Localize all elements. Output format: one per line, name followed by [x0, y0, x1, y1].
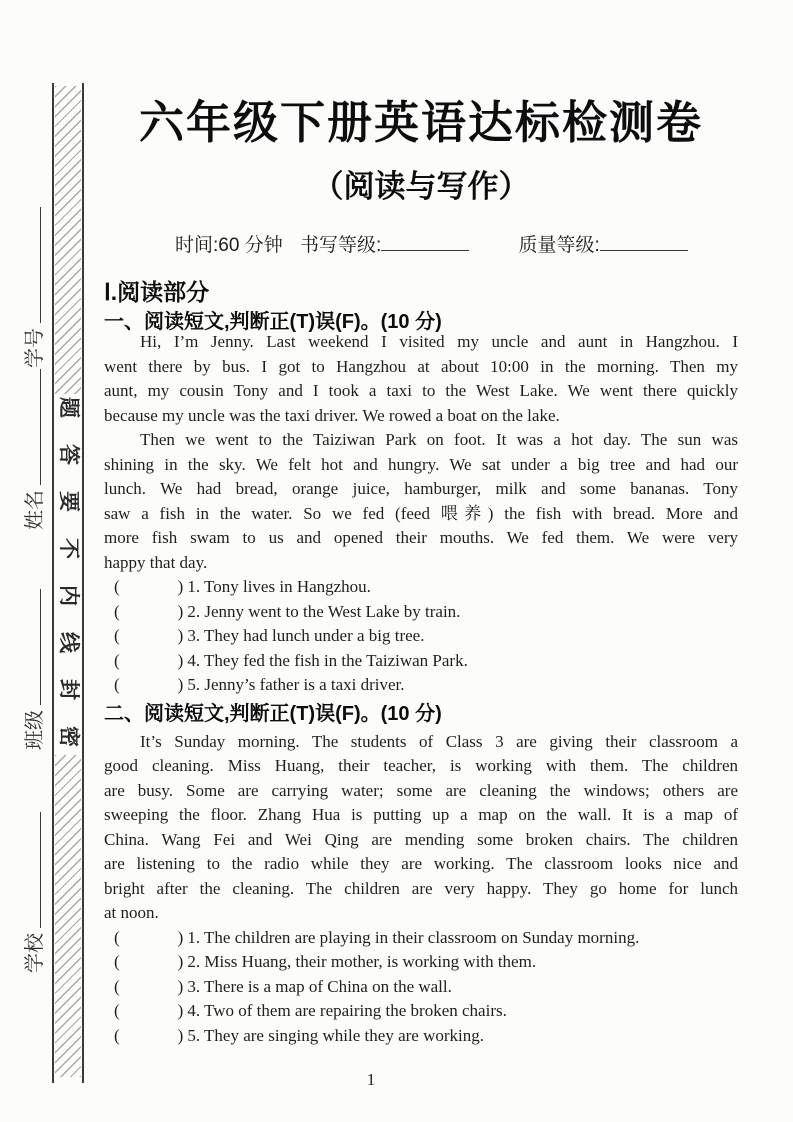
- answer-paren-open: (: [114, 927, 120, 947]
- tf-question: [104, 1024, 738, 1049]
- answer-paren-open: (: [114, 976, 120, 996]
- passage-line: sweeping the floor. Zhang Hua is putting up a map on the wall. It is a map of: [104, 805, 738, 824]
- seal-char: 题: [56, 397, 80, 418]
- answer-paren-close: ): [177, 626, 184, 645]
- passage-line: good cleaning. Miss Huang, their teacher, is working with them. The children: [104, 756, 738, 775]
- passage-1: [104, 330, 738, 575]
- question-text: 5. They are singing while they are working.: [187, 1025, 484, 1045]
- answer-paren-open: (: [114, 601, 120, 621]
- student-number-blank: [25, 207, 41, 323]
- tf-question: [104, 673, 738, 698]
- tf-question: [104, 624, 738, 649]
- passage-line: because my uncle was the taxi driver. We rowed a boat on the lake.: [104, 405, 560, 425]
- exam-info-line: [104, 230, 738, 257]
- passage-line: shining in the sky. We felt hot and hungry. We sat under a big tree and had our: [104, 454, 738, 474]
- student-number-label: 学号: [24, 328, 46, 368]
- passage-line: more fish swam to us and opened their mouths. We fed them. We were very: [104, 528, 738, 547]
- passage-line: bright after the cleaning. The children are very happy. They go home for lunch: [104, 878, 738, 898]
- page-subtitle: （阅读与写作）: [312, 169, 530, 204]
- question-text: 2. Jenny went to the West Lake by train.: [187, 601, 461, 621]
- page-title: 六年级下册英语达标检测卷: [138, 97, 703, 148]
- answer-paren-close: ): [177, 675, 184, 694]
- passage-line: went there by bus. I got to Hangzhou at about 10:00 in the morning. Then my: [104, 356, 738, 376]
- answer-paren-open: (: [114, 650, 120, 670]
- answer-paren-open: (: [114, 626, 120, 645]
- question-text: 5. Jenny’s father is a taxi driver.: [187, 675, 405, 694]
- tf-question: [104, 926, 738, 951]
- question-text: 4. Two of them are repairing the broken chairs.: [187, 1001, 507, 1020]
- answer-paren-close: ): [177, 927, 184, 947]
- question-text: 2. Miss Huang, their mother, is working with them.: [187, 952, 537, 971]
- answer-paren-close: ): [177, 976, 184, 996]
- seal-phrase-vertical: [54, 397, 82, 747]
- reading-body: [104, 330, 738, 1048]
- answer-paren-close: ): [177, 1001, 184, 1020]
- tf-question: [104, 950, 738, 975]
- seal-hatching-bottom: [55, 755, 81, 1077]
- time-limit-label: 时间:60 分钟: [175, 235, 283, 256]
- tf-question: [104, 649, 738, 674]
- answer-paren-close: ): [177, 577, 184, 596]
- class-field: [18, 578, 44, 750]
- writing-grade-blank: [381, 236, 469, 251]
- task2-heading: 二、阅读短文,判断正(T)误(F)。(10 分): [104, 702, 442, 725]
- seal-char: 要: [56, 491, 80, 512]
- passage-line: at noon.: [104, 903, 159, 922]
- school-blank: [25, 812, 41, 928]
- answer-paren-close: ): [177, 952, 184, 971]
- question-text: 1. The children are playing in their classroom on Sunday morning.: [187, 927, 640, 947]
- seal-char: 封: [56, 679, 80, 700]
- answer-paren-open: (: [114, 675, 120, 694]
- question-text: 3. They had lunch under a big tree.: [187, 626, 425, 645]
- tf-question: [104, 975, 738, 1000]
- passage-2: [104, 730, 738, 926]
- name-blank: [25, 369, 41, 485]
- class-label: 班级: [24, 710, 46, 750]
- answer-paren-close: ): [177, 601, 184, 621]
- student-number-field: [18, 196, 44, 368]
- page-number: 1: [366, 1070, 376, 1089]
- school-field: [18, 801, 44, 973]
- writing-grade-label: 书写等级:: [299, 235, 382, 256]
- seal-line-band: [52, 83, 84, 1083]
- passage-line: China. Wang Fei and Wei Qing are mending some broken chairs. The children: [104, 829, 738, 849]
- class-blank: [25, 589, 41, 705]
- seal-char: 密: [56, 726, 80, 747]
- quality-grade-blank: [600, 236, 688, 251]
- passage-line: aunt, my cousin Tony and I took a taxi to the West Lake. We went there quickly: [104, 381, 738, 400]
- answer-paren-open: (: [114, 952, 120, 971]
- answer-paren-open: (: [114, 577, 120, 596]
- passage-line: Then we went to the Taiziwan Park on foot. It was a hot day. The sun was: [140, 430, 738, 449]
- name-label: 姓名: [24, 490, 46, 530]
- question-text: 4. They fed the fish in the Taiziwan Park.: [187, 650, 468, 670]
- name-field: [18, 358, 44, 530]
- seal-char: 不: [56, 538, 80, 559]
- seal-char: 线: [56, 632, 80, 653]
- seal-char: 答: [56, 444, 80, 465]
- tf-question: [104, 999, 738, 1024]
- passage-line: are busy. Some are carrying water; some are cleaning the windows; others are: [104, 780, 738, 800]
- question-text: 3. There is a map of China on the wall.: [187, 976, 452, 996]
- seal-hatching-top: [55, 86, 81, 394]
- answer-paren-open: (: [114, 1001, 120, 1020]
- answer-paren-open: (: [114, 1025, 120, 1045]
- question-text: 1. Tony lives in Hangzhou.: [187, 577, 371, 596]
- passage-line: saw a fish in the water. So we fed (feed 喂养) the fish with bread. More and: [104, 503, 738, 523]
- quality-grade-label: 质量等级:: [518, 235, 600, 256]
- task1-questions: [104, 575, 738, 698]
- seal-char: 内: [56, 585, 80, 606]
- passage-line: Hi, I’m Jenny. Last weekend I visited my uncle and aunt in Hangzhou. I: [140, 332, 738, 351]
- answer-paren-close: ): [177, 650, 184, 670]
- section-heading-reading-part: Ⅰ.阅读部分: [104, 279, 210, 305]
- passage-line: It’s Sunday morning. The students of Class 3 are giving their classroom a: [140, 731, 738, 751]
- task2-questions: [104, 926, 738, 1049]
- school-label: 学校: [24, 933, 46, 973]
- tf-question: [104, 575, 738, 600]
- task1-heading: 一、阅读短文,判断正(T)误(F)。(10 分): [104, 311, 442, 333]
- passage-line: happy that day.: [104, 552, 208, 572]
- passage-line: are listening to the radio while they are working. The classroom looks nice and: [104, 854, 738, 873]
- answer-paren-close: ): [177, 1025, 184, 1045]
- tf-question: [104, 600, 738, 625]
- passage-line: lunch. We had bread, orange juice, hamburger, milk and some bananas. Tony: [104, 479, 738, 498]
